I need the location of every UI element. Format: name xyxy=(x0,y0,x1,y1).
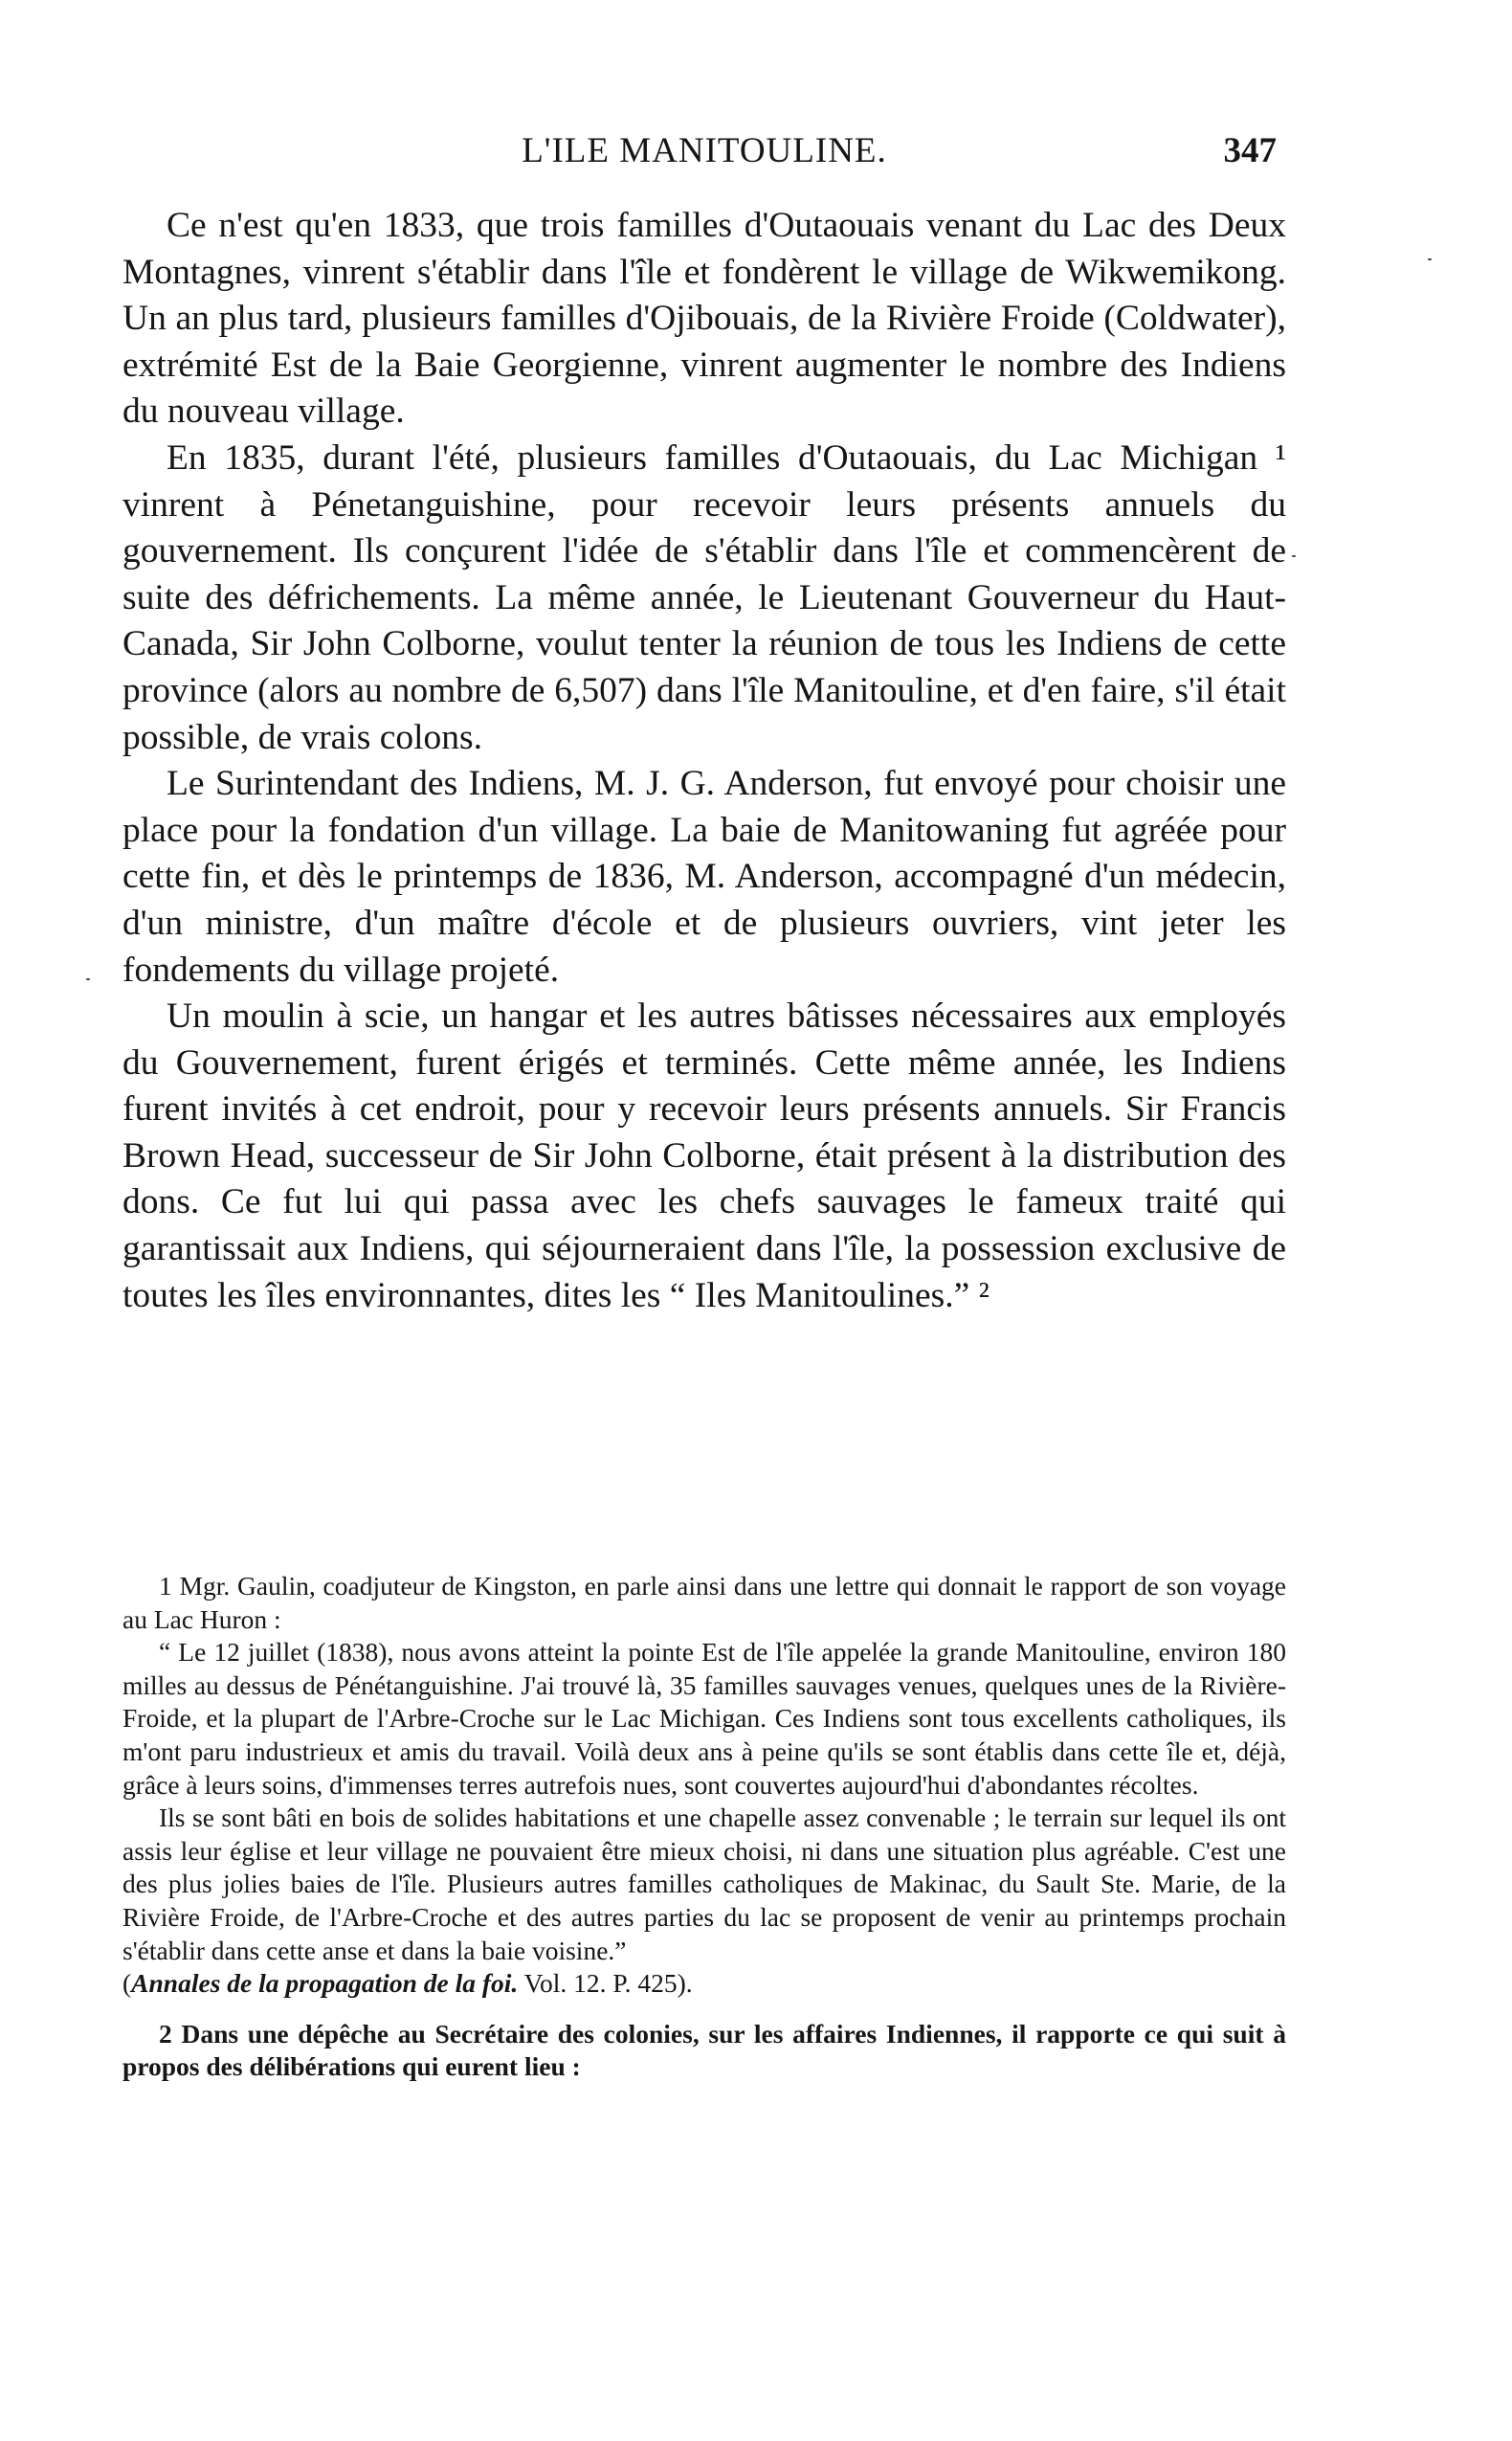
footnote-2: 2 Dans une dépêche au Secrétaire des colonies, sur les affaires Indiennes, il rapporte ce qui suit à propos des délibérations qui eurent lieu : xyxy=(122,2018,1286,2082)
paragraph: Le Surintendant des Indiens, M. J. G. Anderson, fut envoyé pour choisir une place pour la fondation d'un village. La baie de Manitowaning fut agréée pour cette fin, et dès le printemps de 1836, M. Anderson, accompagné d'un médecin, d'un ministre, d'un maître d'école et de plusieurs ouvriers, vint jeter les fondements du village projeté. xyxy=(122,764,1286,990)
footnotes xyxy=(122,1570,1286,2084)
page-number: 347 xyxy=(1223,131,1277,170)
footnote-1-intro: 1 Mgr. Gaulin, coadjuteur de Kingston, en parle ainsi dans une lettre qui donnait le rapport de son voyage au Lac Huron : xyxy=(122,1571,1286,1634)
footnote-1-citation-rest: Vol. 12. P. 425). xyxy=(518,1968,693,1999)
scan-speck xyxy=(86,978,90,980)
paragraph: Un moulin à scie, un hangar et les autres bâtisses nécessaires aux employés du Gouvernement, furent érigés et terminés. Cette même année, les Indiens furent invités à cet endroit, pour y recevoir leurs présents annuels. Sir Francis Brown Head, successeur de Sir John Colborne, était présent à la distribution des dons. Ce fut lui qui passa avec les chefs sauvages le fameux traité qui garantissait aux Indiens, qui séjourneraient dans l'île, la possession exclusive de toutes les îles environnantes, dites les “ Iles Manitoulines.” ² xyxy=(122,997,1286,1315)
footnote-1-citation-title: Annales de la propagation de la foi. xyxy=(131,1968,519,1999)
footnote-1-quote: “ Le 12 juillet (1838), nous avons atteint la pointe Est de l'île appelée la grande Manitouline, environ 180 milles au dessus de Pénétanguishine. J'ai trouvé là, 35 familles sauvages venues, quelques unes de la Rivière-Froide, et la plupart de l'Arbre-Croche sur le Lac Michigan. Ces Indiens sont tous excellents catholiques, ils m'ont paru industrieux et amis du travail. Voilà deux ans à peine qu'ils se sont établis dans cette île et, déjà, grâce à leurs soins, d'immenses terres autrefois nues, sont couvertes aujourd'hui d'abondantes récoltes. xyxy=(122,1637,1286,1800)
footnote-1-quote-text: Ils se sont bâti en bois de solides habitations et une chapelle assez convenable ; le terrain sur lequel ils ont assis leur église et leur village ne pouvaient être mieux choisi, ni dans une situation plus agréable. C'est une des plus jolies baies de l'île. Plusieurs autres familles catholiques de Makinac, du Sault Ste. Marie, de la Rivière Froide, de l'Arbre-Croche et des autres parties du lac se proposent de venir au printemps prochain s'établir dans cette anse et dans la baie voisine.” xyxy=(122,1803,1286,1965)
paragraph: En 1835, durant l'été, plusieurs familles d'Outaouais, du Lac Michigan ¹ vinrent à Pénetanguishine, pour recevoir leurs présents annuels du gouvernement. Ils conçurent l'idée de s'établir dans l'île et commencèrent de suite des défrichements. La même année, le Lieutenant Gouverneur du Haut-Canada, Sir John Colborne, voulut tenter la réunion de tous les Indiens de cette province (alors au nombre de 6,507) dans l'île Manitouline, et d'en faire, s'il était possible, de vrais colons. xyxy=(122,437,1286,757)
paragraph: Ce n'est qu'en 1833, que trois familles d'Outaouais venant du Lac des Deux Montagnes, vinrent s'établir dans l'île et fondèrent le village de Wikwemikong. Un an plus tard, plusieurs familles d'Ojibouais, de la Rivière Froide (Coldwater), extrémité Est de la Baie Georgienne, vinrent augmenter le nombre des Indiens du nouveau village. xyxy=(122,206,1286,432)
page-header xyxy=(122,123,1286,180)
main-text xyxy=(122,203,1286,1319)
footnote-1-quote xyxy=(122,1802,1286,2001)
scan-speck xyxy=(1292,555,1296,557)
running-title: L'ILE MANITOULINE. xyxy=(522,131,887,170)
scan-speck xyxy=(1428,258,1432,260)
footnote-1-citation-open: ( xyxy=(122,1968,132,1999)
